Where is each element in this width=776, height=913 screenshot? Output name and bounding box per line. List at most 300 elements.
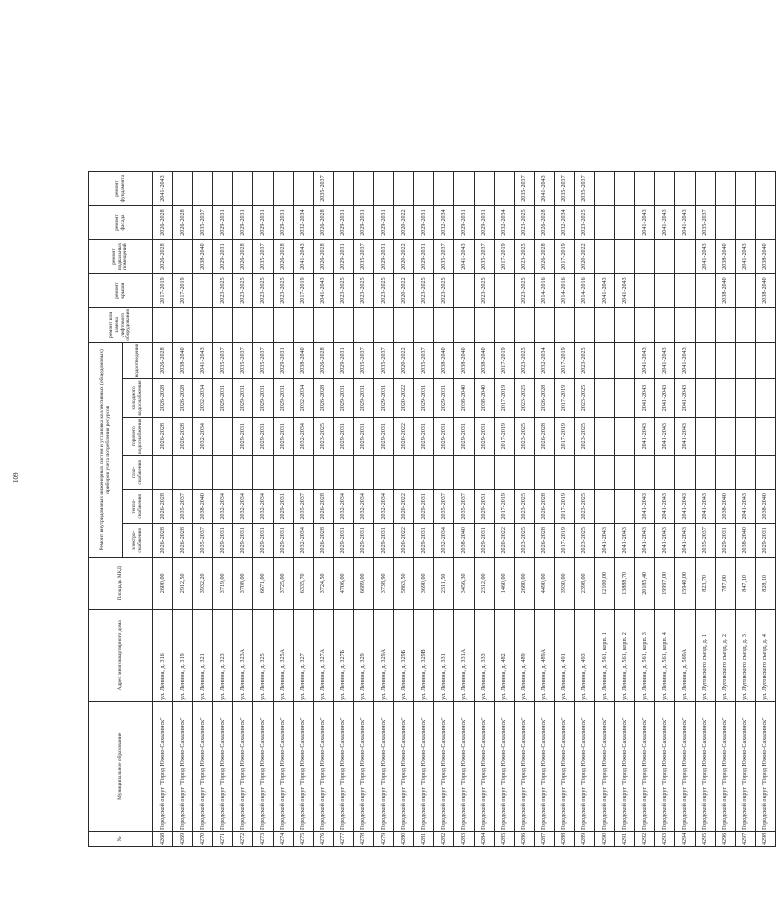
municipality-cell: Городской округ "Город Южно-Сахалинск" [514, 701, 534, 831]
electric-cell: 2029-2031 [414, 523, 434, 557]
roof-cell [494, 274, 514, 308]
basement-cell: 2026-2028 [313, 240, 333, 274]
gas-cell [273, 455, 293, 489]
elevator-cell [173, 308, 193, 343]
gas-cell [755, 455, 775, 489]
row-number: 4285 [494, 831, 514, 846]
table-row [454, 172, 474, 847]
heat-cell: 2023-2025 [574, 489, 594, 523]
gas-cell [554, 455, 574, 489]
gas-cell [293, 455, 313, 489]
hot-water-cell [595, 417, 615, 455]
roof-cell: 2017-2019 [173, 274, 193, 308]
elevator-cell [695, 308, 715, 343]
elevator-cell [233, 308, 253, 343]
gas-cell [213, 455, 233, 489]
elevator-cell [675, 308, 695, 343]
sewer-cell: 2029-2031 [333, 342, 353, 379]
cold-water-cell: 2023-2025 [514, 379, 534, 417]
header-cold-water: холодного водоснабжения [123, 379, 153, 417]
facade-cell: 2026-2028 [153, 206, 173, 240]
table-row [374, 172, 394, 847]
header-systems-group: Ремонт внутридомовых инженерных систем и установка коллективных (общедомовых) приборов учета потребления ресурсов [89, 342, 123, 557]
area-cell: 828,10 [755, 557, 775, 609]
area-cell: 19997,00 [655, 557, 675, 609]
heat-cell: 2035-2037 [434, 489, 454, 523]
facade-cell: 2032-2034 [554, 206, 574, 240]
gas-cell [153, 455, 173, 489]
foundation-cell [333, 172, 353, 206]
sewer-cell: 2035-2037 [414, 342, 434, 379]
roof-cell: 2023-2025 [233, 274, 253, 308]
cold-water-cell: 2032-2034 [193, 379, 213, 417]
electric-cell: 2026-2028 [313, 523, 333, 557]
address-cell: ул. Ленина, д. 319 [173, 609, 193, 701]
sewer-cell: 2035-2037 [233, 342, 253, 379]
hot-water-cell: 2029-2031 [454, 417, 474, 455]
area-cell: 2398,00 [574, 557, 594, 609]
table-row [273, 172, 293, 847]
basement-cell: 2038-2040 [193, 240, 213, 274]
foundation-cell [173, 172, 193, 206]
sewer-cell: 2029-2031 [273, 342, 293, 379]
elevator-cell [735, 308, 755, 343]
area-cell: 847,10 [735, 557, 755, 609]
row-number: 4278 [353, 831, 373, 846]
address-cell: ул. Луговского съезд, д. 1 [695, 609, 715, 701]
basement-cell: 2035-2037 [434, 240, 454, 274]
cold-water-cell [715, 379, 735, 417]
facade-cell [755, 206, 775, 240]
table-row [313, 172, 333, 847]
table-row [253, 172, 273, 847]
header-gas: газо-снабжения [123, 455, 153, 489]
sewer-cell: 2035-2037 [353, 342, 373, 379]
foundation-cell: 2035-2037 [514, 172, 534, 206]
gas-cell [615, 455, 635, 489]
heat-cell: 2032-2034 [233, 489, 253, 523]
electric-cell: 2029-2031 [755, 523, 775, 557]
address-cell: ул. Ленина, д. 321 [193, 609, 213, 701]
row-number: 4288 [554, 831, 574, 846]
table-row [474, 172, 494, 847]
table-row [233, 172, 253, 847]
basement-cell: 2038-2040 [715, 240, 735, 274]
row-number: 4289 [574, 831, 594, 846]
hot-water-cell: 2041-2043 [635, 417, 655, 455]
gas-cell [394, 455, 414, 489]
cold-water-cell: 2038-2040 [474, 379, 494, 417]
electric-cell: 2041-2043 [675, 523, 695, 557]
roof-cell: 2023-2025 [374, 274, 394, 308]
area-cell: 787,00 [715, 557, 735, 609]
elevator-cell [655, 308, 675, 343]
row-number: 4292 [635, 831, 655, 846]
sewer-cell: 2026-2028 [153, 342, 173, 379]
elevator-cell [615, 308, 635, 343]
foundation-cell: 2035-2037 [574, 172, 594, 206]
foundation-cell [293, 172, 313, 206]
area-cell: 5863,50 [394, 557, 414, 609]
facade-cell: 2032-2034 [293, 206, 313, 240]
row-number: 4277 [333, 831, 353, 846]
electric-cell: 2029-2031 [353, 523, 373, 557]
gas-cell [735, 455, 755, 489]
cold-water-cell: 2029-2031 [333, 379, 353, 417]
basement-cell: 2029-2031 [374, 240, 394, 274]
header-foundation: ремонт фундамента [89, 172, 153, 206]
basement-cell: 2041-2043 [454, 240, 474, 274]
facade-cell: 2041-2043 [635, 206, 655, 240]
municipality-cell: Городской округ "Город Южно-Сахалинск" [615, 701, 635, 831]
cold-water-cell: 2026-2028 [173, 379, 193, 417]
hot-water-cell: 2017-2019 [554, 417, 574, 455]
heat-cell: 2038-2040 [715, 489, 735, 523]
table-row [615, 172, 635, 847]
row-number: 4273 [253, 831, 273, 846]
area-cell: 6335,70 [293, 557, 313, 609]
hot-water-cell: 2017-2019 [494, 417, 514, 455]
gas-cell [193, 455, 213, 489]
row-number: 4270 [193, 831, 213, 846]
municipality-cell: Городской округ "Город Южно-Сахалинск" [675, 701, 695, 831]
address-cell: ул. Ленина, д. 569А [675, 609, 695, 701]
hot-water-cell [755, 417, 775, 455]
row-number: 4287 [534, 831, 554, 846]
gas-cell [233, 455, 253, 489]
heat-cell: 2023-2025 [514, 489, 534, 523]
sewer-cell: 2041-2043 [655, 342, 675, 379]
address-cell: ул. Ленина, д. 323 [213, 609, 233, 701]
foundation-cell [474, 172, 494, 206]
area-cell: 3708,00 [233, 557, 253, 609]
basement-cell: 2038-2040 [755, 240, 775, 274]
page-number: 109 [12, 472, 20, 483]
sewer-cell: 2023-2025 [574, 342, 594, 379]
repair-schedule-table [88, 171, 776, 847]
address-cell: ул. Ленина, д. 482 [494, 609, 514, 701]
table-row [735, 172, 755, 847]
address-cell: ул. Ленина, д. 325А [273, 609, 293, 701]
sewer-cell: 2020-2022 [394, 342, 414, 379]
address-cell: ул. Ленина, д. 331А [454, 609, 474, 701]
cold-water-cell: 2041-2043 [675, 379, 695, 417]
gas-cell [595, 455, 615, 489]
facade-cell: 2023-2025 [574, 206, 594, 240]
heat-cell: 2026-2028 [153, 489, 173, 523]
header-facade: ремонт фасада [89, 206, 153, 240]
electric-cell: 2032-2034 [434, 523, 454, 557]
municipality-cell: Городской округ "Город Южно-Сахалинск" [715, 701, 735, 831]
sewer-cell: 2041-2043 [635, 342, 655, 379]
area-cell: 823,70 [695, 557, 715, 609]
table-row [353, 172, 373, 847]
municipality-cell: Городской округ "Город Южно-Сахалинск" [434, 701, 454, 831]
cold-water-cell: 2029-2031 [273, 379, 293, 417]
cold-water-cell [615, 379, 635, 417]
basement-cell: 2035-2037 [474, 240, 494, 274]
facade-cell: 2041-2043 [655, 206, 675, 240]
electric-cell: 2026-2028 [173, 523, 193, 557]
electric-cell: 2017-2019 [554, 523, 574, 557]
electric-cell: 2038-2040 [454, 523, 474, 557]
hot-water-cell: 2032-2034 [193, 417, 213, 455]
area-cell: 4490,00 [534, 557, 554, 609]
elevator-cell [253, 308, 273, 343]
area-cell: 3932,20 [193, 557, 213, 609]
heat-cell [595, 489, 615, 523]
sewer-cell: 2017-2019 [494, 342, 514, 379]
address-cell: ул. Ленина, д. 329Б [394, 609, 414, 701]
basement-cell: 2026-2028 [233, 240, 253, 274]
municipality-cell: Городской округ "Город Южно-Сахалинск" [735, 701, 755, 831]
foundation-cell [655, 172, 675, 206]
table-row [715, 172, 735, 847]
cold-water-cell: 2023-2025 [574, 379, 594, 417]
hot-water-cell [715, 417, 735, 455]
electric-cell: 2041-2043 [655, 523, 675, 557]
municipality-cell: Городской округ "Город Южно-Сахалинск" [695, 701, 715, 831]
cold-water-cell [755, 379, 775, 417]
header-electric: электро-снабжения [123, 523, 153, 557]
heat-cell [615, 489, 635, 523]
area-cell: 3719,00 [213, 557, 233, 609]
facade-cell: 2029-2031 [333, 206, 353, 240]
elevator-cell [514, 308, 534, 343]
area-cell: 2600,00 [153, 557, 173, 609]
heat-cell: 2032-2034 [213, 489, 233, 523]
row-number: 4271 [213, 831, 233, 846]
foundation-cell [695, 172, 715, 206]
cold-water-cell: 2029-2031 [434, 379, 454, 417]
gas-cell [434, 455, 454, 489]
sewer-cell: 2038-2040 [173, 342, 193, 379]
municipality-cell: Городской округ "Город Южно-Сахалинск" [253, 701, 273, 831]
sewer-cell [735, 342, 755, 379]
hot-water-cell: 2029-2031 [333, 417, 353, 455]
elevator-cell [293, 308, 313, 343]
address-cell: ул. Ленина, д. 561, корп. 2 [615, 609, 635, 701]
table-row [293, 172, 313, 847]
address-cell: ул. Луговского съезд, д. 2 [715, 609, 735, 701]
row-number: 4291 [615, 831, 635, 846]
facade-cell: 2023-2025 [514, 206, 534, 240]
heat-cell: 2035-2037 [173, 489, 193, 523]
hot-water-cell: 2032-2034 [293, 417, 313, 455]
table-row [655, 172, 675, 847]
hot-water-cell: 2020-2022 [394, 417, 414, 455]
area-cell: 20185,40 [635, 557, 655, 609]
sewer-cell: 2038-2040 [434, 342, 454, 379]
basement-cell [173, 240, 193, 274]
elevator-cell [394, 308, 414, 343]
municipality-cell: Городской округ "Город Южно-Сахалинск" [474, 701, 494, 831]
cold-water-cell: 2017-2019 [494, 379, 514, 417]
roof-cell: 2038-2040 [715, 274, 735, 308]
row-number: 4281 [414, 831, 434, 846]
hot-water-cell: 2029-2031 [474, 417, 494, 455]
address-cell: ул. Луговского съезд, д. 4 [755, 609, 775, 701]
area-cell: 2680,00 [514, 557, 534, 609]
row-number: 4294 [675, 831, 695, 846]
heat-cell: 2029-2031 [414, 489, 434, 523]
row-number: 4297 [735, 831, 755, 846]
basement-cell: 2020-2022 [574, 240, 594, 274]
table-row [414, 172, 434, 847]
address-cell: ул. Ленина, д. 331 [434, 609, 454, 701]
municipality-cell: Городской округ "Город Южно-Сахалинск" [494, 701, 514, 831]
basement-cell [615, 240, 635, 274]
table-row [333, 172, 353, 847]
electric-cell: 2026-2028 [534, 523, 554, 557]
facade-cell [615, 206, 635, 240]
heat-cell: 2035-2037 [454, 489, 474, 523]
table-row [193, 172, 213, 847]
table-row [394, 172, 414, 847]
table-row [554, 172, 574, 847]
foundation-cell [193, 172, 213, 206]
sewer-cell: 2035-2037 [213, 342, 233, 379]
cold-water-cell: 2029-2031 [353, 379, 373, 417]
basement-cell: 2017-2019 [554, 240, 574, 274]
area-cell: 3724,50 [313, 557, 333, 609]
sewer-cell: 2032-2034 [534, 342, 554, 379]
gas-cell [333, 455, 353, 489]
elevator-cell [414, 308, 434, 343]
address-cell: ул. Ленина, д. 491 [554, 609, 574, 701]
facade-cell: 2029-2031 [474, 206, 494, 240]
header-address: Адрес многоквартирного дома [89, 609, 153, 701]
hot-water-cell: 2026-2028 [534, 417, 554, 455]
table-row [695, 172, 715, 847]
cold-water-cell: 2038-2040 [454, 379, 474, 417]
municipality-cell: Городской округ "Город Южно-Сахалинск" [534, 701, 554, 831]
heat-cell: 2041-2043 [675, 489, 695, 523]
row-number: 4282 [434, 831, 454, 846]
elevator-cell [374, 308, 394, 343]
sewer-cell: 2038-2040 [474, 342, 494, 379]
cold-water-cell: 2026-2028 [153, 379, 173, 417]
heat-cell: 2017-2019 [554, 489, 574, 523]
row-number: 4279 [374, 831, 394, 846]
roof-cell [635, 274, 655, 308]
roof-cell: 2014-2016 [574, 274, 594, 308]
heat-cell: 2032-2034 [353, 489, 373, 523]
table-body [153, 172, 776, 847]
header-area: Площадь МКД [89, 557, 153, 609]
heat-cell: 2038-2040 [193, 489, 213, 523]
facade-cell [715, 206, 735, 240]
gas-cell [534, 455, 554, 489]
facade-cell [595, 206, 615, 240]
hot-water-cell [615, 417, 635, 455]
roof-cell: 2041-2043 [615, 274, 635, 308]
municipality-cell: Городской округ "Город Южно-Сахалинск" [273, 701, 293, 831]
foundation-cell [615, 172, 635, 206]
roof-cell: 2023-2025 [333, 274, 353, 308]
roof-cell: 2041-2043 [595, 274, 615, 308]
cold-water-cell: 2029-2031 [253, 379, 273, 417]
hot-water-cell [735, 417, 755, 455]
sewer-cell: 2041-2043 [675, 342, 695, 379]
elevator-cell [595, 308, 615, 343]
area-cell: 4706,00 [333, 557, 353, 609]
table-row [755, 172, 775, 847]
gas-cell [414, 455, 434, 489]
hot-water-cell: 2029-2031 [434, 417, 454, 455]
foundation-cell: 2041-2043 [153, 172, 173, 206]
sewer-cell [595, 342, 615, 379]
electric-cell: 2029-2031 [374, 523, 394, 557]
sewer-cell: 2038-2040 [293, 342, 313, 379]
municipality-cell: Городской округ "Город Южно-Сахалинск" [755, 701, 775, 831]
address-cell: ул. Ленина, д. 329В [414, 609, 434, 701]
electric-cell: 2023-2025 [514, 523, 534, 557]
facade-cell: 2029-2031 [233, 206, 253, 240]
sewer-cell: 2023-2025 [514, 342, 534, 379]
cold-water-cell: 2026-2028 [534, 379, 554, 417]
header-basement: ремонт подвальных помещений [89, 240, 153, 274]
electric-cell: 2032-2034 [293, 523, 313, 557]
municipality-cell: Городской округ "Город Южно-Сахалинск" [353, 701, 373, 831]
table-row [574, 172, 594, 847]
foundation-cell [213, 172, 233, 206]
area-cell: 13888,70 [615, 557, 635, 609]
municipality-cell: Городской округ "Город Южно-Сахалинск" [153, 701, 173, 831]
area-cell: 3930,00 [554, 557, 574, 609]
municipality-cell: Городской округ "Город Южно-Сахалинск" [313, 701, 333, 831]
hot-water-cell: 2026-2028 [173, 417, 193, 455]
cold-water-cell [595, 379, 615, 417]
foundation-cell [715, 172, 735, 206]
hot-water-cell: 2041-2043 [675, 417, 695, 455]
elevator-cell [474, 308, 494, 343]
address-cell: ул. Ленина, д. 561, корп. 1 [595, 609, 615, 701]
roof-cell: 2014-2016 [554, 274, 574, 308]
cold-water-cell: 2029-2031 [374, 379, 394, 417]
electric-cell: 2020-2022 [494, 523, 514, 557]
hot-water-cell [695, 417, 715, 455]
foundation-cell [675, 172, 695, 206]
row-number: 4298 [755, 831, 775, 846]
hot-water-cell: 2029-2031 [414, 417, 434, 455]
roof-cell: 2020-2022 [394, 274, 414, 308]
address-cell: ул. Ленина, д. 489 [514, 609, 534, 701]
basement-cell: 2029-2031 [213, 240, 233, 274]
foundation-cell [253, 172, 273, 206]
roof-cell: 2023-2025 [253, 274, 273, 308]
sewer-cell: 2026-2028 [313, 342, 333, 379]
table-row [494, 172, 514, 847]
row-number: 4290 [595, 831, 615, 846]
row-number: 4283 [454, 831, 474, 846]
elevator-cell [213, 308, 233, 343]
facade-cell: 2032-2034 [434, 206, 454, 240]
area-cell: 2912,50 [173, 557, 193, 609]
roof-cell: 2014-2016 [534, 274, 554, 308]
basement-cell [675, 240, 695, 274]
roof-cell: 2023-2025 [434, 274, 454, 308]
hot-water-cell: 2029-2031 [353, 417, 373, 455]
heat-cell: 2032-2034 [333, 489, 353, 523]
table-row [434, 172, 454, 847]
gas-cell [655, 455, 675, 489]
row-number: 4276 [313, 831, 333, 846]
elevator-cell [454, 308, 474, 343]
electric-cell: 2020-2022 [394, 523, 414, 557]
heat-cell: 2029-2031 [474, 489, 494, 523]
foundation-cell: 2041-2043 [534, 172, 554, 206]
